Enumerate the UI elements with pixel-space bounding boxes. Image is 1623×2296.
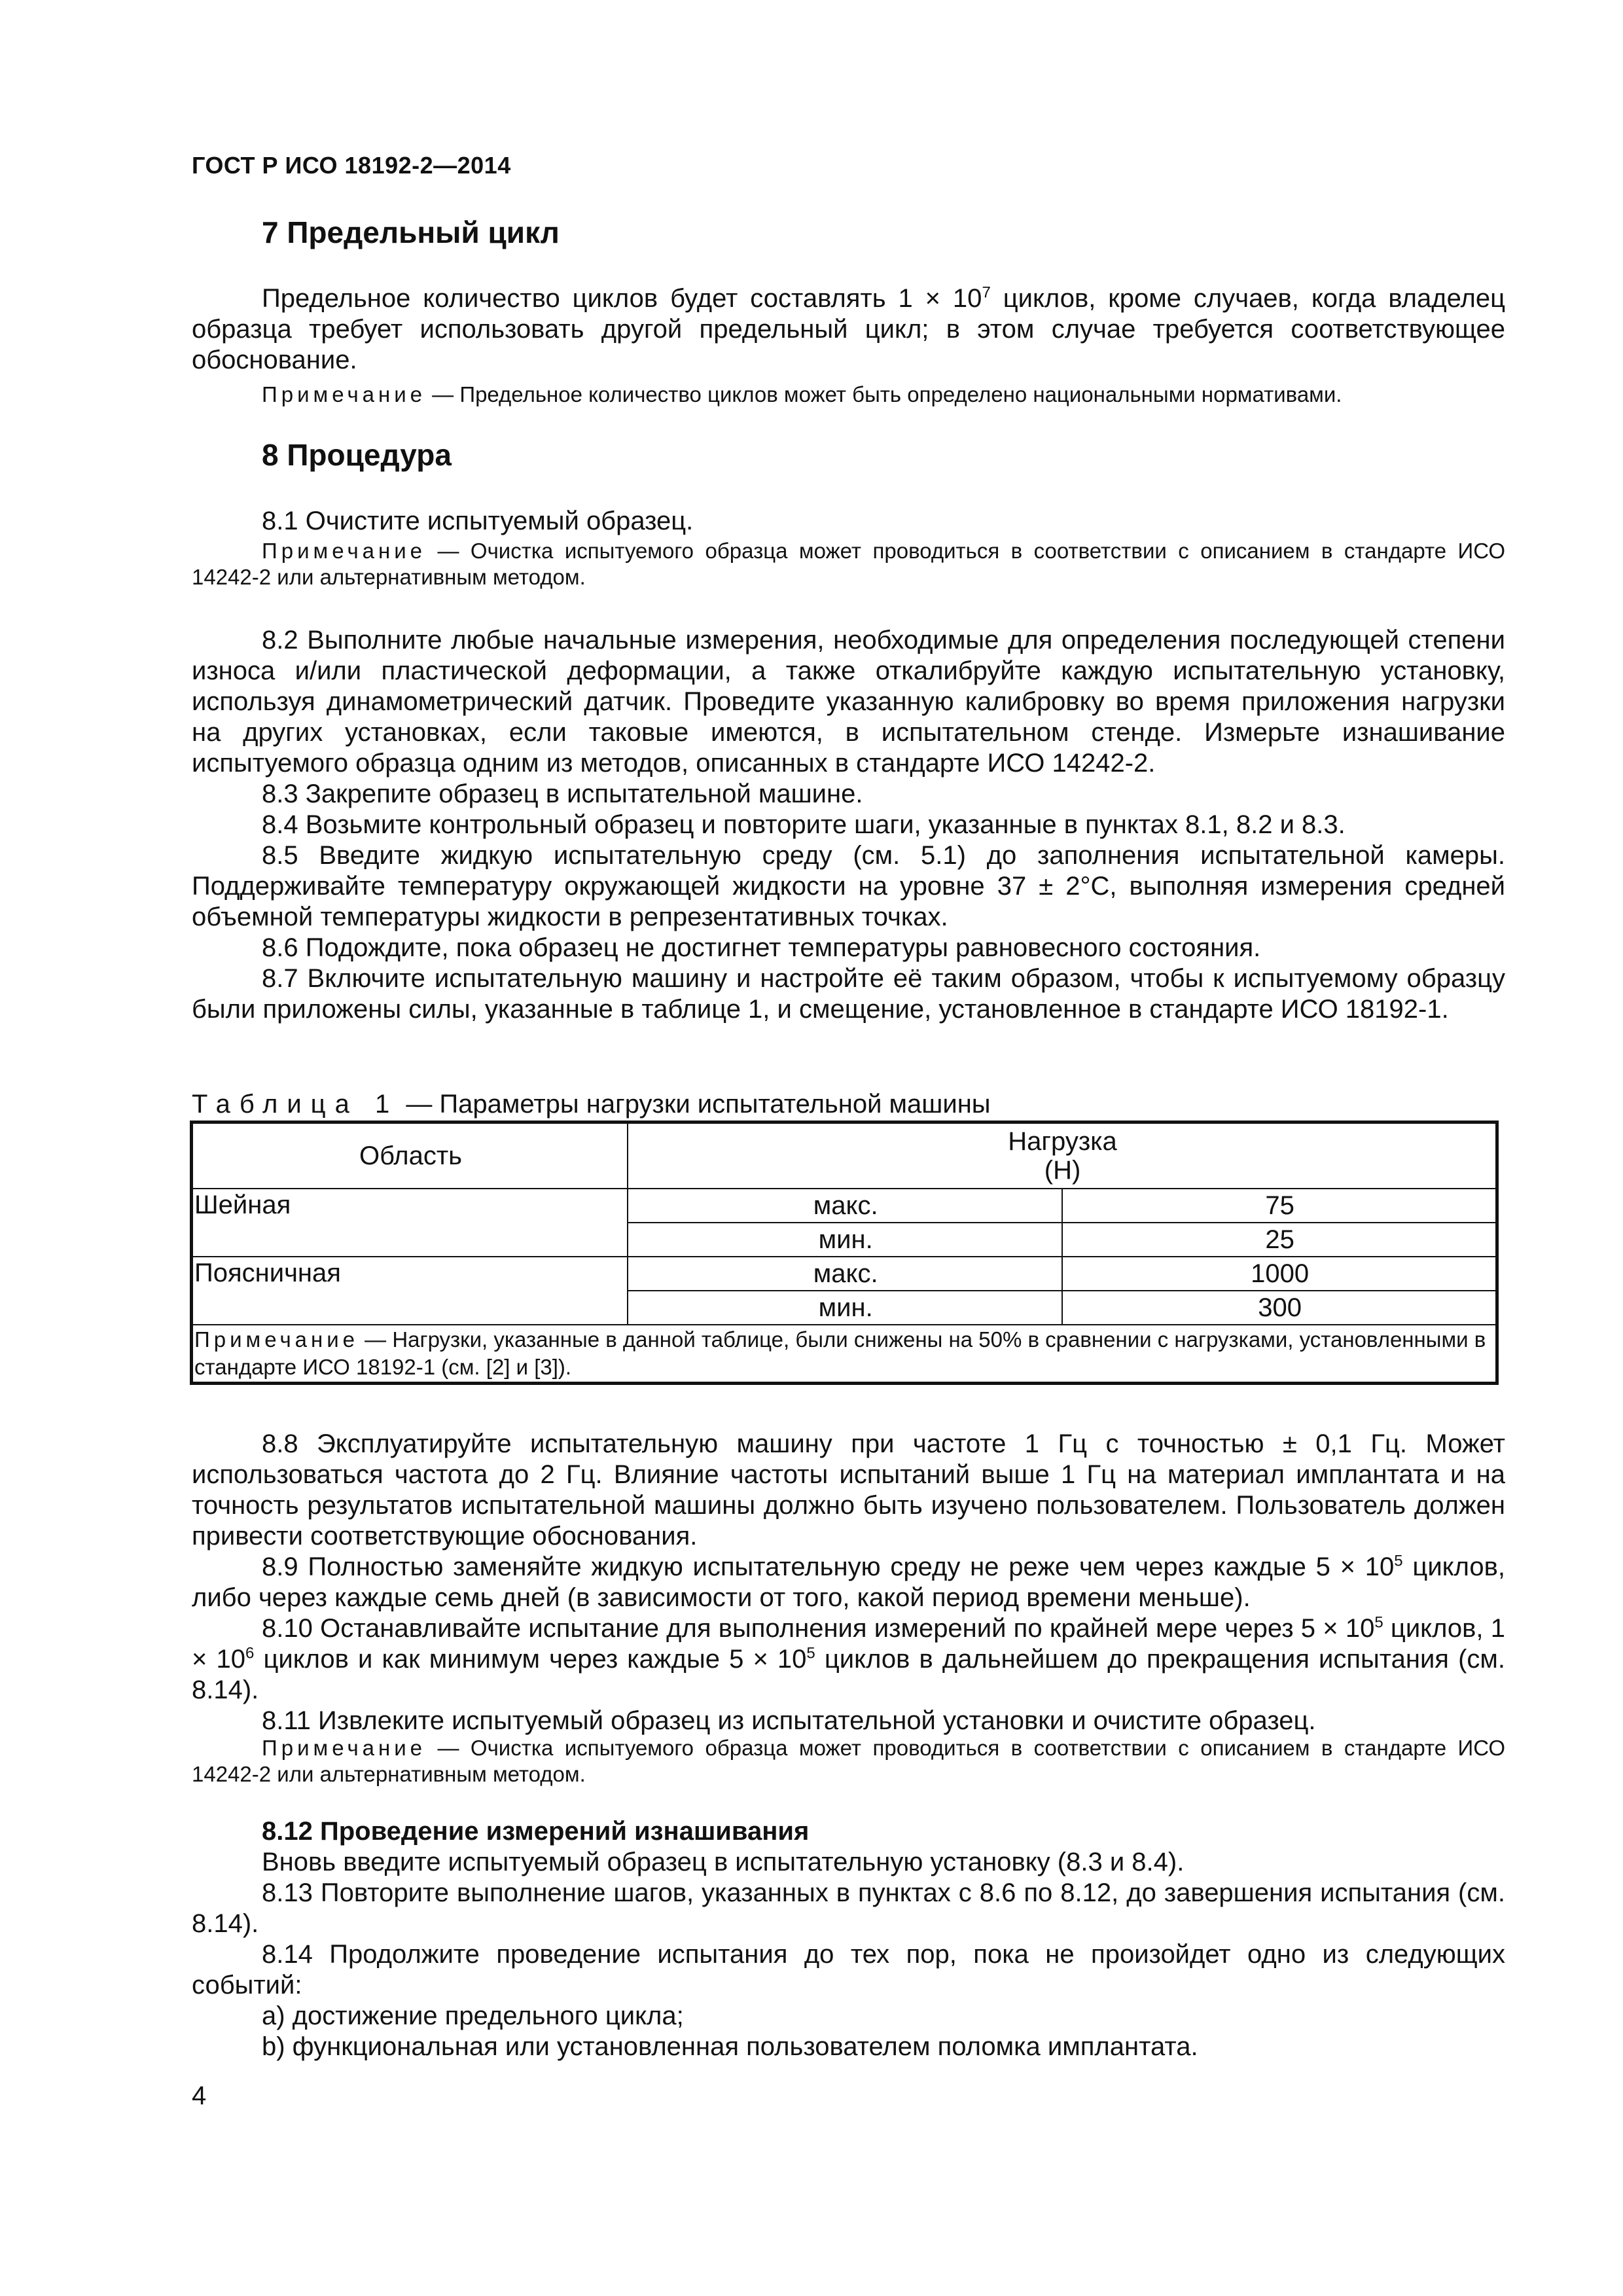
paragraph-8-1: 8.1 Очистите испытуемый образец. [262,507,694,535]
header-area: Область [192,1122,628,1189]
kind-cell: макс. [628,1257,1062,1291]
area-cell: Поясничная [192,1257,628,1325]
subsection-8-12-title: 8.12 Проведение измерений изнашивания [262,1817,810,1846]
section-7-note: Примечание — Предельное количество циклов может быть определено национальными нормативами. [262,382,1342,406]
paragraph-8-11: 8.11 Извлеките испытуемый образец из испытательной установки и очистите образец. [262,1706,1316,1735]
value-cell: 75 [1062,1189,1497,1223]
kind-cell: мин. [628,1223,1062,1257]
section-7-text: Предельное количество циклов будет составлять $1 \times 10^7$ циклов, кроме случаев, когда владелец образца требует использовать другой предельный цикл; в этом случае требуется соответствующее обоснование. [192,283,1506,374]
table-header-row [192,1122,1497,1189]
note-8-11: Примечание — Очистка испытуемого образца может проводиться в соответствии с описанием в стандарте ИСО 14242-2 или альтернативным методом. [192,1736,1505,1786]
section-7-title: 7 Предельный цикл [262,215,560,249]
paragraph-8-7: 8.7 Включите испытательную машину и настройте её таким образом, чтобы к испытуемому образцу были приложены силы, указанные в таблице 1, и смещение, установленное в стандарте ИСО 18192-1. [192,964,1505,1024]
kind-cell: макс. [628,1189,1062,1223]
value-cell: 1000 [1062,1257,1497,1291]
paragraph-8-5: 8.5 Введите жидкую испытательную среду (см. 5.1) до заполнения испытательной камеры. Поддерживайте температуру окружающей жидкости на уровне 37 ± 2°C, выполняя измерения средней объемной температуры жидкости в репрезентативных точках. [192,841,1505,931]
note-8-1: Примечание — Очистка испытуемого образца может проводиться в соответствии с описанием в стандарте ИСО 14242-2 или альтернативным методом. [192,539,1505,589]
table-note-row [192,1325,1497,1384]
area-cell: Шейная [192,1189,628,1257]
paragraph-8-12: Вновь введите испытуемый образец в испытательную установку (8.3 и 8.4). [262,1848,1185,1876]
list-item-b: b) функциональная или установленная пользователем поломка имплантата. [262,2032,1198,2061]
page-number: 4 [192,2081,207,2110]
paragraphs-8-8-to-8-11 [192,1429,1505,1736]
value-cell: 300 [1062,1291,1497,1325]
paragraphs-8-2-to-8-7 [192,625,1505,1025]
paragraph-8-8: 8.8 Эксплуатируйте испытательную машину при частоте 1 Гц с точностью ± 0,1 Гц. Может использоваться частота до 2 Гц. Влияние частоты испытаний выше 1 Гц на материал имплантата и на точность результатов испытательной машины должно быть изучено пользователем. Пользователь должен привести соответствующие обоснования. [192,1429,1505,1551]
paragraphs-8-13-8-14 [192,1878,1505,2001]
paragraph-8-6: 8.6 Подождите, пока образец не достигнет температуры равновесного состояния. [262,933,1261,962]
value-cell: 25 [1062,1223,1497,1257]
header-load: Нагрузка (Н) [628,1122,1497,1189]
table-row [192,1257,1497,1291]
table-note: Примечание — Нагрузки, указанные в данной таблице, были снижены на 50% в сравнении с нагрузками, установленными в стандарте ИСО 18192-1 (см. [2] и [3]). [192,1325,1497,1384]
load-parameters-table [190,1121,1499,1385]
paragraph-8-9: 8.9 Полностью заменяйте жидкую испытательную среду не реже чем через каждые $5 \times 10^5$ циклов, либо через каждые семь дней (в зависимости от того, какой период времени меньше). [192,1552,1506,1612]
paragraph-8-13: 8.13 Повторите выполнение шагов, указанных в пунктах с 8.6 по 8.12, до завершения испытания (см. 8.14). [192,1878,1505,1938]
list-item-a: а) достижение предельного цикла; [262,2001,684,2030]
kind-cell: мин. [628,1291,1062,1325]
paragraph-8-4: 8.4 Возьмите контрольный образец и повторите шаги, указанные в пунктах 8.1, 8.2 и 8.3. [262,810,1346,839]
document-header: ГОСТ Р ИСО 18192-2—2014 [192,152,511,179]
paragraph-8-3: 8.3 Закрепите образец в испытательной машине. [262,780,863,808]
paragraph-8-14: 8.14 Продолжите проведение испытания до тех пор, пока не произойдет одно из следующих событий: [192,1940,1505,2000]
paragraph-8-10: 8.10 Останавливайте испытание для выполнения измерений по крайней мере через $5 \times 10^5$ циклов, $1 \times 10^6$ циклов и как минимум через каждые $5 \times 10^5$ циклов в дальнейшем до прекращения испытания (см. 8.14). [192,1613,1506,1704]
section-8-title: 8 Процедура [262,438,452,472]
paragraph-8-2: 8.2 Выполните любые начальные измерения, необходимые для определения последующей степени износа и/или пластической деформации, а также откалибруйте каждую испытательную установку, используя динамометрический датчик. Проведите указанную калибровку во время приложения нагрузки на других установках, если таковые имеются, в испытательном стенде. Измерьте изнашивание испытуемого образца одним из методов, описанных в стандарте ИСО 14242-2. [192,626,1505,778]
table-row [192,1189,1497,1223]
table-caption: Таблица 1 — Параметры нагрузки испытательной машины [192,1090,991,1119]
